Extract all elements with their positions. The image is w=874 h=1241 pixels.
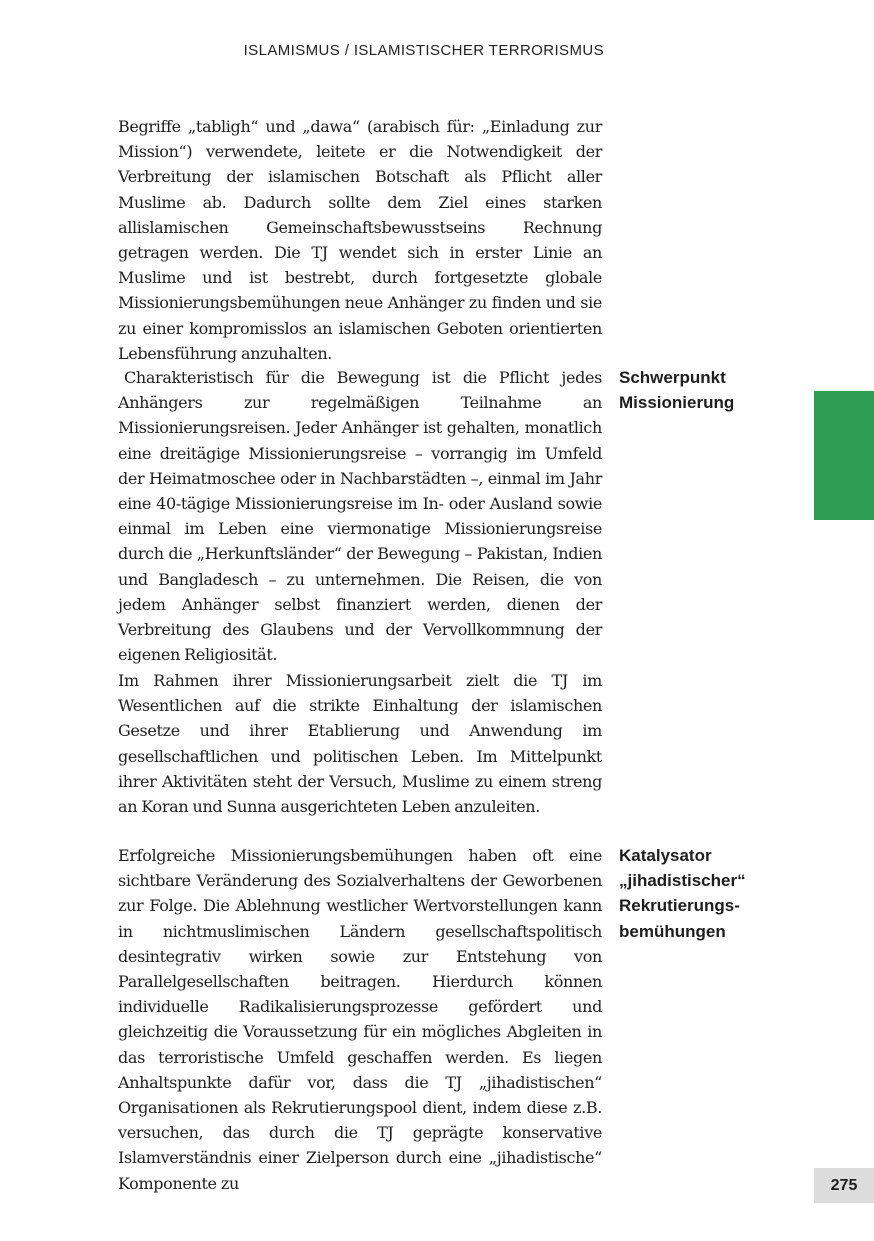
margin-note-katalysator xyxy=(619,843,789,944)
chapter-tab-marker xyxy=(814,391,874,520)
margin-note-line: bemühungen xyxy=(619,921,726,941)
page-number: 275 xyxy=(814,1168,874,1203)
margin-note-line: Katalysator xyxy=(619,846,712,865)
paragraph-1: Begriffe „tabligh“ und „dawa“ (arabisch für: „Einladung zur Mission“) verwendete, leitete er die Notwendigkeit der Verbreitung der islamischen Botschaft als Pflicht aller Muslime ab. Dadurch sollte dem Ziel eines starken allislamischen Gemeinschaftsbewusstseins Rechnung getragen werden. Die TJ wendet sich in erster Linie an Muslime und ist bestrebt, durch fortgesetzte globale Missionierungsbemühungen neue Anhänger zu finden und sie zu einer kompromisslos an islamischen Geboten orientierten Lebensführung anzuhalten. xyxy=(118,117,602,363)
margin-note-line: Schwerpunkt xyxy=(619,368,726,387)
margin-note-line: Rekrutierungs- xyxy=(619,896,740,916)
paragraph-2: Charakteristisch für die Bewegung ist die Pflicht jedes Anhängers zur regelmäßigen Teilnahme an Missionierungsreisen. Jeder Anhänger ist gehalten, monatlich eine dreitägige Missionierungsreise – vorrangig im Umfeld der Heimatmoschee oder in Nachbarstädten –, einmal im Jahr eine 40-tägige Missionierungsreise im In- oder Ausland sowie einmal im Leben eine viermonatige Missionierungsreise durch die „Herkunftsländer“ der Bewegung – Pakistan, Indien und Bangladesch – zu unternehmen. Die Reisen, die von jedem Anhänger selbst finanziert werden, dienen der Verbreitung des Glaubens und der Vervollkommnung der eigenen Religiosität. xyxy=(118,368,602,665)
paragraph-4: Erfolgreiche Missionierungsbemühungen haben oft eine sichtbare Veränderung des Sozialverhaltens der Geworbenen zur Folge. Die Ablehnung westlicher Wertvorstellungen kann in nichtmuslimischen Ländern gesellschaftspolitisch desintegrativ wirken sowie zur Entstehung von Parallelgesellschaften beitragen. Hierdurch können individuelle Radikalisierungsprozesse gefördert und gleichzeitig die Voraussetzung für ein mögliches Abgleiten in das terroristische Umfeld geschaffen werden. Es liegen Anhaltspunkte dafür vor, dass die TJ „jihadistischen“ Organisationen als Rekrutierungspool dient, indem diese z.B. versuchen, das durch die TJ geprägte konservative Islamverständnis einer Zielperson durch eine „jihadistische“ Komponente zu xyxy=(118,846,602,1193)
margin-note-line: „jihadistischer“ xyxy=(619,871,746,891)
margin-note-line: Missionierung xyxy=(619,393,735,413)
margin-note-missionierung xyxy=(619,365,789,415)
running-header: ISLAMISMUS / ISLAMISTISCHER TERRORISMUS xyxy=(243,42,604,59)
paragraph-3: Im Rahmen ihrer Missionierungsarbeit zielt die TJ im Wesentlichen auf die strikte Einhaltung der islamischen Gesetze und ihrer Etablierung und Anwendung im gesellschaftlichen und politischen Leben. Im Mittelpunkt ihrer Aktivitäten steht der Versuch, Muslime zu einem streng an Koran und Sunna ausgerichteten Leben anzuleiten. xyxy=(118,671,602,817)
